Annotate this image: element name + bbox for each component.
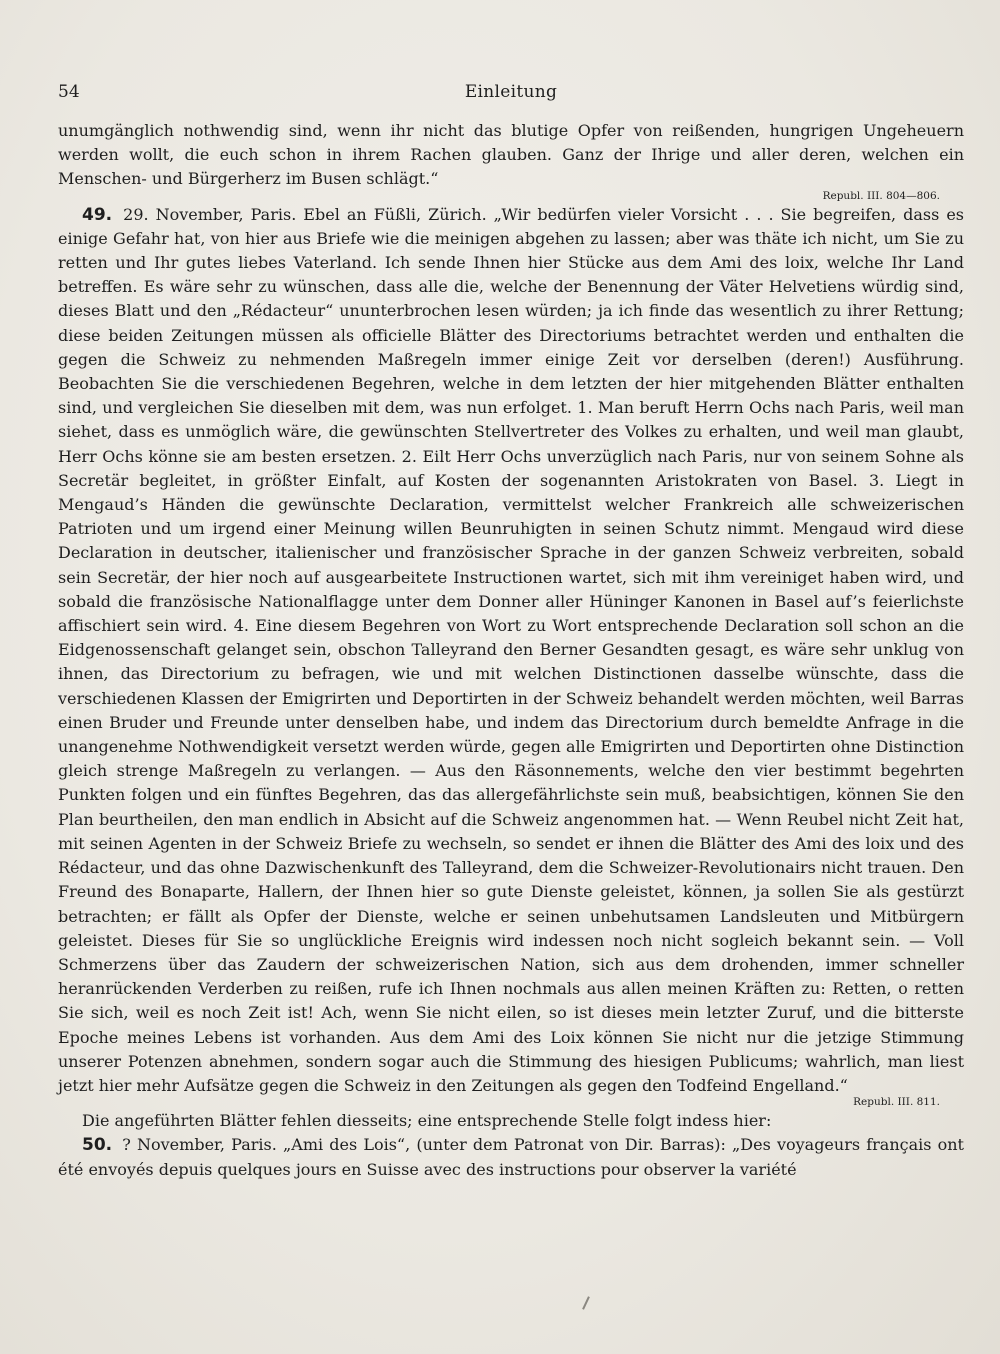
pencil-mark xyxy=(582,1296,590,1310)
running-title: Einleitung xyxy=(464,82,558,102)
editor-note: Die angeführten Blätter fehlen diesseits; eine entsprechende Stelle folgt indess hier: xyxy=(82,1111,772,1131)
continuation-paragraph: unumgänglich nothwendig sind, wenn ihr nicht das blutige Opfer von reißenden, hungrigen Ungeheuern werden wollt, die euch schon in ihrem Rachen glauben. Ganz der Ihrige und aller deren, welchen ein Menschen- und Bürgerherz im Busen schlägt.“ xyxy=(58,121,964,189)
source-reference: Republ. III. 811. xyxy=(853,1096,940,1109)
entry-50 xyxy=(58,1133,964,1181)
page-body xyxy=(58,119,964,1182)
page-number: 54 xyxy=(58,82,80,102)
entry-number: 50. xyxy=(82,1135,113,1156)
source-reference: Republ. III. 804—806. xyxy=(822,189,940,202)
page-header xyxy=(58,82,964,108)
entry-text: ? November, Paris. „Ami des Lois“, (unter dem Patronat von Dir. Barras): „Des voyageurs français ont été envoyés depuis quelques jours en Suisse avec des instructions pour observer la variété xyxy=(58,1135,964,1179)
entry-49 xyxy=(58,203,964,1099)
entry-number: 49. xyxy=(82,204,113,225)
entry-text: 29. November, Paris. Ebel an Füßli, Zürich. „Wir bedürfen vieler Vorsicht . . . Sie begreifen, dass es einige Gefahr hat, von hier aus Briefe wie die meinigen abgehen zu lassen; aber was thäte ich nicht, um Sie zu retten und Ihr gutes liebes Vaterland. Ich sende Ihnen hier Stücke aus dem Ami des loix, welche Ihr Land betreffen. Es wäre sehr zu wünschen, dass alle die, welche der Benennung der Väter Helvetiens würdig sind, dieses Blatt und den „Rédacteur“ ununterbrochen lesen würden; ja ich finde das wesentlich zu ihrer Rettung; diese beiden Zeitungen müssen als officielle Blätter des Directoriums betrachtet werden und enthalten die gegen die Schweiz zu nehmenden Maßregeln immer einige Zeit vor derselben (deren!) Ausführung. Beobachten Sie die verschiedenen Begehren, welche in dem letzten der hier mitgehenden Blätter enthalten sind, und vergleichen Sie dieselben mit dem, was nun erfolget. 1. Man beruft Herrn Ochs nach Paris, weil man siehet, dass es unmöglich wäre, die gewünschten Stellvertreter des Volkes zu erhalten, und weil man glaubt, Herr Ochs könne sie am besten ersetzen. 2. Eilt Herr Ochs unverzüglich nach Paris, nur von seinem Sohne als Secretär begleitet, in größter Einfalt, auf Kosten der sogenannten Aristokraten von Basel. 3. Liegt in Mengaud’s Händen die gewünschte Declaration, vermittelst welcher Frankreich alle schweizerischen Patrioten und um irgend einer Meinung willen Beunruhigten in seinen Schutz nimmt. Mengaud wird diese Declaration in deutscher, italienischer und französischer Sprache in der ganzen Schweiz verbreiten, sobald sein Secretär, der hier noch auf ausgearbeitete Instructionen wartet, sich mit ihm vereiniget haben wird, und sobald die französische Nationalflagge unter dem Donner aller Hüninger Kanonen in Basel auf’s feierlichste affischiert sein wird. 4. Eine diesem Begehren von Wort zu Wort entsprechende Declaration soll schon an die Eidgenossenschaft gelanget sein, obschon Talleyrand den Berner Gesandten gesagt, es wäre sehr unklug von ihnen, das Directorium zu befragen, wie und mit welchen Distinctionen dasselbe wünschte, dass die verschiedenen Klassen der Emigrirten und Deportirten in der Schweiz behandelt werden möchten, weil Barras einen Bruder und Freunde unter denselben habe, und indem das Directorium durch bemeldte Anfrage in die unangenehme Nothwendigkeit versetzt werden würde, gegen alle Emigrirten und Deportirten ohne Distinction gleich strenge Maßregeln zu verlangen. — Aus den Räsonnements, welche den vier bestimmt begehrten Punkten folgen und ein fünftes Begehren, das das allergefährlichste sein muß, beabsichtigen, können Sie den Plan beurtheilen, den man endlich in Absicht auf die Schweiz angenommen hat. — Wenn Reubel nicht Zeit hat, mit seinen Agenten in der Schweiz Briefe zu wechseln, so sendet er ihnen die Blätter des Ami des loix und des Rédacteur, und das ohne Dazwischenkunft des Talleyrand, dem die Schweizer-Revolutionairs nicht trauen. Den Freund des Bonaparte, Hallern, der Ihnen hier so gute Dienste geleistet, können, ja sollen Sie als gestürzt betrachten; er fällt als Opfer der Dienste, welche er seinen unbehutsamen Landsleuten und Mitbürgern geleistet. Dieses für Sie so unglückliche Ereignis wird indessen noch nicht sogleich bekannt sein. — Voll Schmerzens über das Zaudern der schweizerischen Nation, sich aus dem drohenden, immer schneller heranrückenden Verderben zu reißen, rufe ich Ihnen nochmals aus allen meinen Kräften zu: Retten, o retten Sie sich, weil es noch Zeit ist! Ach, wenn Sie nicht eilen, so ist dieses mein letzter Zuruf, und die bitterste Epoche meines Lebens ist vorhanden. Aus dem Ami des Loix können Sie nicht nur die jetzige Stimmung unserer Potenzen abnehmen, sondern sogar auch die Stimmung des hiesigen Publicums; wahrlich, man liest jetzt hier mehr Aufsätze gegen die Schweiz in den Zeitungen als gegen den Todfeind Engelland.“ xyxy=(58,204,965,1095)
